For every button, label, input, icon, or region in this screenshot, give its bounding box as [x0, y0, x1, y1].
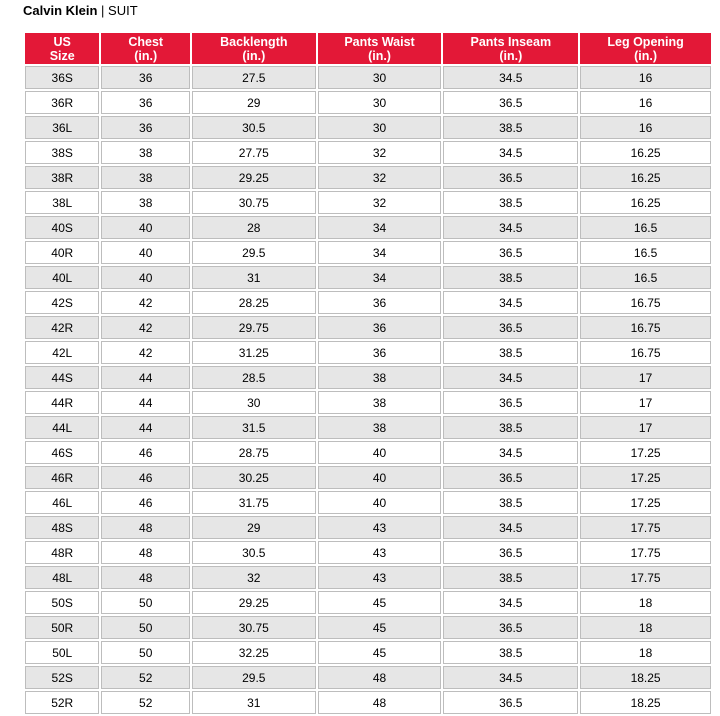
- cell-pants-inseam: 36.5: [443, 241, 578, 264]
- cell-leg-opening: 16.75: [580, 291, 711, 314]
- cell-pants-inseam: 38.5: [443, 641, 578, 664]
- cell-leg-opening: 17: [580, 416, 711, 439]
- cell-chest: 48: [101, 566, 190, 589]
- cell-chest: 48: [101, 516, 190, 539]
- cell-pants-waist: 43: [318, 566, 442, 589]
- cell-backlength: 28: [192, 216, 316, 239]
- cell-pants-waist: 48: [318, 691, 442, 714]
- cell-chest: 36: [101, 116, 190, 139]
- cell-chest: 46: [101, 441, 190, 464]
- cell-leg-opening: 16.25: [580, 166, 711, 189]
- cell-pants-waist: 32: [318, 166, 442, 189]
- cell-backlength: 29.75: [192, 316, 316, 339]
- cell-pants-inseam: 38.5: [443, 116, 578, 139]
- cell-pants-inseam: 36.5: [443, 166, 578, 189]
- cell-pants-waist: 30: [318, 91, 442, 114]
- cell-pants-inseam: 36.5: [443, 466, 578, 489]
- category-name: SUIT: [108, 3, 138, 18]
- cell-pants-inseam: 38.5: [443, 341, 578, 364]
- cell-chest: 42: [101, 291, 190, 314]
- column-header-unit: (in.): [499, 48, 523, 63]
- cell-chest: 38: [101, 141, 190, 164]
- cell-pants-waist: 45: [318, 641, 442, 664]
- cell-chest: 40: [101, 241, 190, 264]
- cell-backlength: 28.25: [192, 291, 316, 314]
- title-separator: |: [97, 3, 109, 18]
- cell-backlength: 30.5: [192, 541, 316, 564]
- cell-chest: 50: [101, 616, 190, 639]
- cell-pants-waist: 30: [318, 66, 442, 89]
- table-row: [25, 641, 711, 664]
- cell-size: 50S: [25, 591, 99, 614]
- cell-chest: 36: [101, 91, 190, 114]
- cell-pants-waist: 34: [318, 241, 442, 264]
- cell-chest: 44: [101, 391, 190, 414]
- cell-leg-opening: 16.75: [580, 341, 711, 364]
- cell-size: 40R: [25, 241, 99, 264]
- cell-size: 44S: [25, 366, 99, 389]
- table-row: [25, 66, 711, 89]
- cell-pants-inseam: 38.5: [443, 491, 578, 514]
- cell-pants-inseam: 34.5: [443, 141, 578, 164]
- cell-chest: 52: [101, 691, 190, 714]
- cell-pants-inseam: 34.5: [443, 66, 578, 89]
- cell-leg-opening: 18: [580, 616, 711, 639]
- table-row: [25, 591, 711, 614]
- cell-chest: 44: [101, 416, 190, 439]
- cell-size: 48L: [25, 566, 99, 589]
- table-row: [25, 366, 711, 389]
- cell-pants-waist: 43: [318, 516, 442, 539]
- cell-pants-waist: 40: [318, 441, 442, 464]
- cell-leg-opening: 16.25: [580, 191, 711, 214]
- cell-leg-opening: 17.75: [580, 566, 711, 589]
- table-row: [25, 216, 711, 239]
- cell-pants-inseam: 36.5: [443, 91, 578, 114]
- cell-chest: 50: [101, 591, 190, 614]
- cell-size: 42L: [25, 341, 99, 364]
- table-row: [25, 341, 711, 364]
- cell-size: 38R: [25, 166, 99, 189]
- table-header: [25, 33, 711, 64]
- cell-chest: 38: [101, 191, 190, 214]
- cell-leg-opening: 17.25: [580, 466, 711, 489]
- cell-pants-waist: 48: [318, 666, 442, 689]
- cell-chest: 48: [101, 541, 190, 564]
- cell-leg-opening: 16.75: [580, 316, 711, 339]
- table-row: [25, 166, 711, 189]
- cell-backlength: 31.5: [192, 416, 316, 439]
- table-row: [25, 516, 711, 539]
- column-header-label: Pants Waist: [344, 34, 415, 49]
- cell-pants-waist: 38: [318, 391, 442, 414]
- brand-name: Calvin Klein: [23, 3, 98, 18]
- cell-backlength: 30.75: [192, 191, 316, 214]
- cell-backlength: 31: [192, 266, 316, 289]
- cell-size: 46R: [25, 466, 99, 489]
- cell-pants-waist: 34: [318, 216, 442, 239]
- table-body: [25, 66, 711, 714]
- cell-chest: 40: [101, 216, 190, 239]
- cell-leg-opening: 17: [580, 366, 711, 389]
- cell-pants-waist: 45: [318, 591, 442, 614]
- cell-pants-inseam: 36.5: [443, 541, 578, 564]
- table-row: [25, 91, 711, 114]
- cell-size: 46L: [25, 491, 99, 514]
- cell-pants-inseam: 36.5: [443, 391, 578, 414]
- cell-pants-waist: 40: [318, 491, 442, 514]
- cell-leg-opening: 18.25: [580, 691, 711, 714]
- table-row: [25, 266, 711, 289]
- cell-pants-waist: 38: [318, 366, 442, 389]
- cell-backlength: 31.25: [192, 341, 316, 364]
- cell-pants-waist: 32: [318, 191, 442, 214]
- cell-backlength: 32.25: [192, 641, 316, 664]
- cell-pants-inseam: 34.5: [443, 516, 578, 539]
- cell-pants-inseam: 38.5: [443, 416, 578, 439]
- column-header-chest: [101, 33, 190, 64]
- cell-pants-waist: 40: [318, 466, 442, 489]
- column-header-unit: (in.): [134, 48, 158, 63]
- table-row: [25, 416, 711, 439]
- cell-leg-opening: 18.25: [580, 666, 711, 689]
- column-header-label: Pants Inseam: [470, 34, 552, 49]
- cell-size: 52S: [25, 666, 99, 689]
- cell-size: 36R: [25, 91, 99, 114]
- cell-pants-waist: 30: [318, 116, 442, 139]
- cell-size: 46S: [25, 441, 99, 464]
- table-row: [25, 116, 711, 139]
- cell-pants-waist: 45: [318, 616, 442, 639]
- cell-backlength: 28.5: [192, 366, 316, 389]
- cell-backlength: 29.5: [192, 241, 316, 264]
- cell-pants-waist: 34: [318, 266, 442, 289]
- cell-chest: 36: [101, 66, 190, 89]
- cell-size: 40L: [25, 266, 99, 289]
- cell-backlength: 31.75: [192, 491, 316, 514]
- cell-leg-opening: 16: [580, 66, 711, 89]
- table-row: [25, 466, 711, 489]
- cell-backlength: 30.75: [192, 616, 316, 639]
- cell-backlength: 29.25: [192, 591, 316, 614]
- cell-backlength: 29: [192, 516, 316, 539]
- cell-chest: 52: [101, 666, 190, 689]
- column-header-label: Backlength: [220, 34, 288, 49]
- table-row: [25, 566, 711, 589]
- table-row: [25, 391, 711, 414]
- table-row: [25, 241, 711, 264]
- cell-size: 38L: [25, 191, 99, 214]
- cell-size: 48S: [25, 516, 99, 539]
- cell-pants-inseam: 34.5: [443, 291, 578, 314]
- column-header-pants-inseam: [443, 33, 578, 64]
- cell-leg-opening: 17.25: [580, 441, 711, 464]
- cell-backlength: 32: [192, 566, 316, 589]
- cell-leg-opening: 16.5: [580, 266, 711, 289]
- cell-size: 50R: [25, 616, 99, 639]
- cell-leg-opening: 17.75: [580, 541, 711, 564]
- column-header-size: [25, 33, 99, 64]
- column-header-unit: (in.): [242, 48, 266, 63]
- cell-pants-inseam: 36.5: [443, 691, 578, 714]
- cell-chest: 38: [101, 166, 190, 189]
- column-header-label: US: [53, 34, 71, 49]
- column-header-unit: (in.): [634, 48, 658, 63]
- cell-leg-opening: 16: [580, 116, 711, 139]
- cell-backlength: 30: [192, 391, 316, 414]
- cell-pants-waist: 36: [318, 291, 442, 314]
- header-row: [25, 33, 711, 64]
- cell-size: 52R: [25, 691, 99, 714]
- cell-backlength: 30.25: [192, 466, 316, 489]
- cell-pants-inseam: 34.5: [443, 591, 578, 614]
- column-header-leg-opening: [580, 33, 711, 64]
- cell-size: 44L: [25, 416, 99, 439]
- cell-pants-inseam: 34.5: [443, 366, 578, 389]
- cell-size: 42R: [25, 316, 99, 339]
- cell-pants-waist: 38: [318, 416, 442, 439]
- cell-pants-inseam: 38.5: [443, 266, 578, 289]
- cell-chest: 40: [101, 266, 190, 289]
- table-row: [25, 316, 711, 339]
- cell-pants-waist: 43: [318, 541, 442, 564]
- cell-leg-opening: 16: [580, 91, 711, 114]
- cell-pants-waist: 32: [318, 141, 442, 164]
- cell-backlength: 29: [192, 91, 316, 114]
- cell-leg-opening: 18: [580, 641, 711, 664]
- page-title: [23, 3, 138, 19]
- cell-chest: 46: [101, 466, 190, 489]
- table-row: [25, 691, 711, 714]
- table-row: [25, 291, 711, 314]
- cell-backlength: 30.5: [192, 116, 316, 139]
- column-header-unit: Size: [49, 48, 75, 63]
- cell-backlength: 29.25: [192, 166, 316, 189]
- size-chart-table: [23, 31, 713, 716]
- cell-leg-opening: 18: [580, 591, 711, 614]
- cell-size: 40S: [25, 216, 99, 239]
- cell-leg-opening: 17: [580, 391, 711, 414]
- column-header-label: Leg Opening: [607, 34, 684, 49]
- cell-pants-inseam: 34.5: [443, 216, 578, 239]
- cell-leg-opening: 16.5: [580, 216, 711, 239]
- cell-leg-opening: 16.5: [580, 241, 711, 264]
- cell-size: 48R: [25, 541, 99, 564]
- cell-backlength: 28.75: [192, 441, 316, 464]
- cell-leg-opening: 16.25: [580, 141, 711, 164]
- cell-pants-waist: 36: [318, 341, 442, 364]
- table-row: [25, 541, 711, 564]
- cell-size: 38S: [25, 141, 99, 164]
- cell-pants-inseam: 34.5: [443, 441, 578, 464]
- cell-leg-opening: 17.25: [580, 491, 711, 514]
- cell-chest: 46: [101, 491, 190, 514]
- cell-backlength: 27.5: [192, 66, 316, 89]
- cell-chest: 42: [101, 316, 190, 339]
- cell-pants-inseam: 38.5: [443, 191, 578, 214]
- cell-pants-waist: 36: [318, 316, 442, 339]
- cell-backlength: 29.5: [192, 666, 316, 689]
- column-header-pants-waist: [318, 33, 442, 64]
- table-row: [25, 666, 711, 689]
- table-row: [25, 616, 711, 639]
- cell-pants-inseam: 34.5: [443, 666, 578, 689]
- table-row: [25, 491, 711, 514]
- cell-chest: 42: [101, 341, 190, 364]
- cell-leg-opening: 17.75: [580, 516, 711, 539]
- cell-size: 50L: [25, 641, 99, 664]
- cell-backlength: 31: [192, 691, 316, 714]
- column-header-backlength: [192, 33, 316, 64]
- cell-pants-inseam: 38.5: [443, 566, 578, 589]
- cell-size: 36L: [25, 116, 99, 139]
- cell-chest: 44: [101, 366, 190, 389]
- column-header-unit: (in.): [368, 48, 391, 63]
- cell-size: 42S: [25, 291, 99, 314]
- cell-pants-inseam: 36.5: [443, 316, 578, 339]
- cell-chest: 50: [101, 641, 190, 664]
- table-row: [25, 191, 711, 214]
- cell-size: 36S: [25, 66, 99, 89]
- cell-pants-inseam: 36.5: [443, 616, 578, 639]
- column-header-label: Chest: [128, 34, 164, 49]
- cell-size: 44R: [25, 391, 99, 414]
- table-row: [25, 141, 711, 164]
- table-row: [25, 441, 711, 464]
- cell-backlength: 27.75: [192, 141, 316, 164]
